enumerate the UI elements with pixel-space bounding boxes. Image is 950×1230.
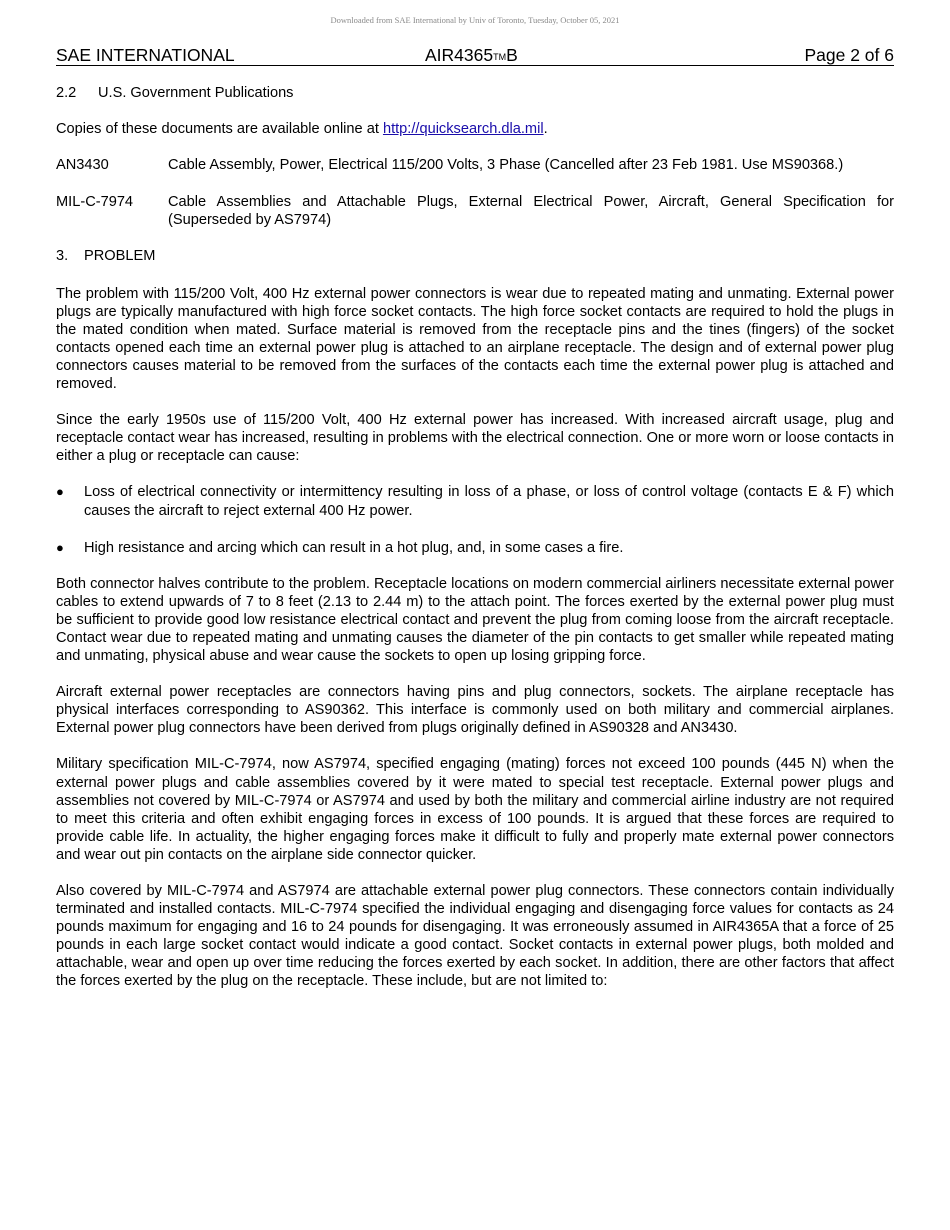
bullet-icon: ● [56, 539, 64, 555]
reference-code: AN3430 [56, 157, 109, 174]
section-3-heading [56, 247, 894, 265]
trademark-mark: TM [493, 52, 507, 62]
list-item-text: Loss of electrical connectivity or intermittency resulting in loss of a phase, or loss of control voltage (contacts E & F) which causes the aircraft to reject external 400 Hz power. [84, 484, 894, 519]
list-item-text: High resistance and arcing which can result in a hot plug, and, in some cases a fire. [84, 539, 624, 556]
paragraph: Both connector halves contribute to the problem. Receptacle locations on modern commercial airliners necessitate external power cables to extend upwards of 7 to 8 feet (2.13 to 2.44 m) to the attach point. The forces exerted by the external power plug must be sufficient to provide good low resistance electrical contact and prevent the plug from coming loose from the aircraft receptacle. Contact wear due to repeated mating and unmating causes the diameter of the pin contacts to get smaller while repeated mating and unmating, physical abuse and wear cause the sockets to open up losing gripping force. [56, 575, 894, 665]
section-title: U.S. Government Publications [98, 85, 294, 101]
quicksearch-link[interactable]: http://quicksearch.dla.mil [382, 121, 544, 138]
paragraph: Also covered by MIL-C-7974 and AS7974 are attachable external power plug connectors. These connectors contain individually terminated and installed contacts. MIL-C-7974 specified the individual engaging and disengaging force values for contacts as 24 pounds maximum for engaging and 16 to 24 pounds for disengaging. It was erroneously assumed in AIR4365A that a force of 25 pounds in each large socket contact would indicate a good contact. Socket contacts in external power plugs, both molded and attachable, wear and open up over time reducing the forces exerted by each socket. In addition, there are other factors that affect the forces exerted by the plug on the receptacle. These include, but are not limited to: [56, 883, 894, 990]
paragraph: The problem with 115/200 Volt, 400 Hz external power connectors is wear due to repeated mating and unmating. External power plugs are typically manufactured with high force socket contacts. The high force socket contacts are required to hold the plugs in the mated condition when mated. Surface material is removed from the receptacle pins and the tines (fingers) of the socket contacts opened each time an external power plug is attached to an airplane receptacle. The design and of external power plug connectors causes material to be removed from the surfaces of the contacts each time the external power plug is attached and removed. [56, 285, 894, 393]
paragraph: Aircraft external power receptacles are connectors having pins and plug connectors, sockets. The airplane receptacle has physical interfaces corresponding to AS90362. This interface is commonly used on both military and commercial airplanes. External power plug connectors have been derived from plugs originally defined in AS90328 and AN3430. [56, 684, 894, 737]
reference-code: MIL-C-7974 [56, 194, 134, 211]
bullet-list [56, 483, 894, 556]
section-number: 2.2 [56, 85, 77, 101]
availability-note [56, 120, 894, 138]
document-body [56, 84, 894, 991]
paragraph: Military specification MIL-C-7974, now AS7974, specified engaging (mating) forces not exceed 100 pounds (445 N) when the external power plugs and cable assemblies covered by it were mated to special test receptacle. External power plugs and assemblies not covered by MIL-C-7974 or AS7974 and used by both the military and commercial airline industry are not required to meet this criteria and often exhibit engaging forces in excess of 100 pounds. It is argued that these forces are required to provide cable life. In actuality, the higher engaging forces make it difficult to fully and properly mate external power connectors and wear out pin contacts on the airplane side connector quicker. [56, 756, 894, 863]
list-item [56, 483, 894, 519]
document-id-text: AIR4365 [425, 45, 494, 65]
availability-suffix: . [543, 121, 548, 138]
header-page-number: Page 2 of 6 [804, 45, 894, 65]
document-revision: B [506, 45, 518, 65]
list-item [56, 539, 894, 557]
header-document-id [425, 45, 518, 68]
paragraph: Since the early 1950s use of 115/200 Volt, 400 Hz external power has increased. With increased aircraft usage, plug and receptacle contact wear has increased, resulting in problems with the electrical connection. One or more worn or loose contacts in either a plug or receptacle can cause: [56, 412, 894, 465]
reference-description: Cable Assemblies and Attachable Plugs, External Electrical Power, Aircraft, General Specification for (Superseded by AS7974) [168, 194, 894, 229]
bullet-icon: ● [56, 484, 64, 500]
availability-text: Copies of these documents are available online at [56, 121, 383, 138]
reference-entry [56, 193, 894, 229]
section-number: 3. [56, 248, 69, 265]
download-watermark: Downloaded from SAE International by Univ of Toronto, Tuesday, October 05, 2021 [330, 15, 620, 25]
header-organization: SAE INTERNATIONAL [56, 45, 235, 65]
section-2-2-heading [56, 84, 894, 102]
reference-description: Cable Assembly, Power, Electrical 115/200 Volts, 3 Phase (Cancelled after 23 Feb 1981. Use MS90368.) [168, 157, 844, 174]
reference-entry [56, 156, 894, 174]
page-header [56, 45, 894, 66]
section-title: PROBLEM [84, 248, 156, 265]
